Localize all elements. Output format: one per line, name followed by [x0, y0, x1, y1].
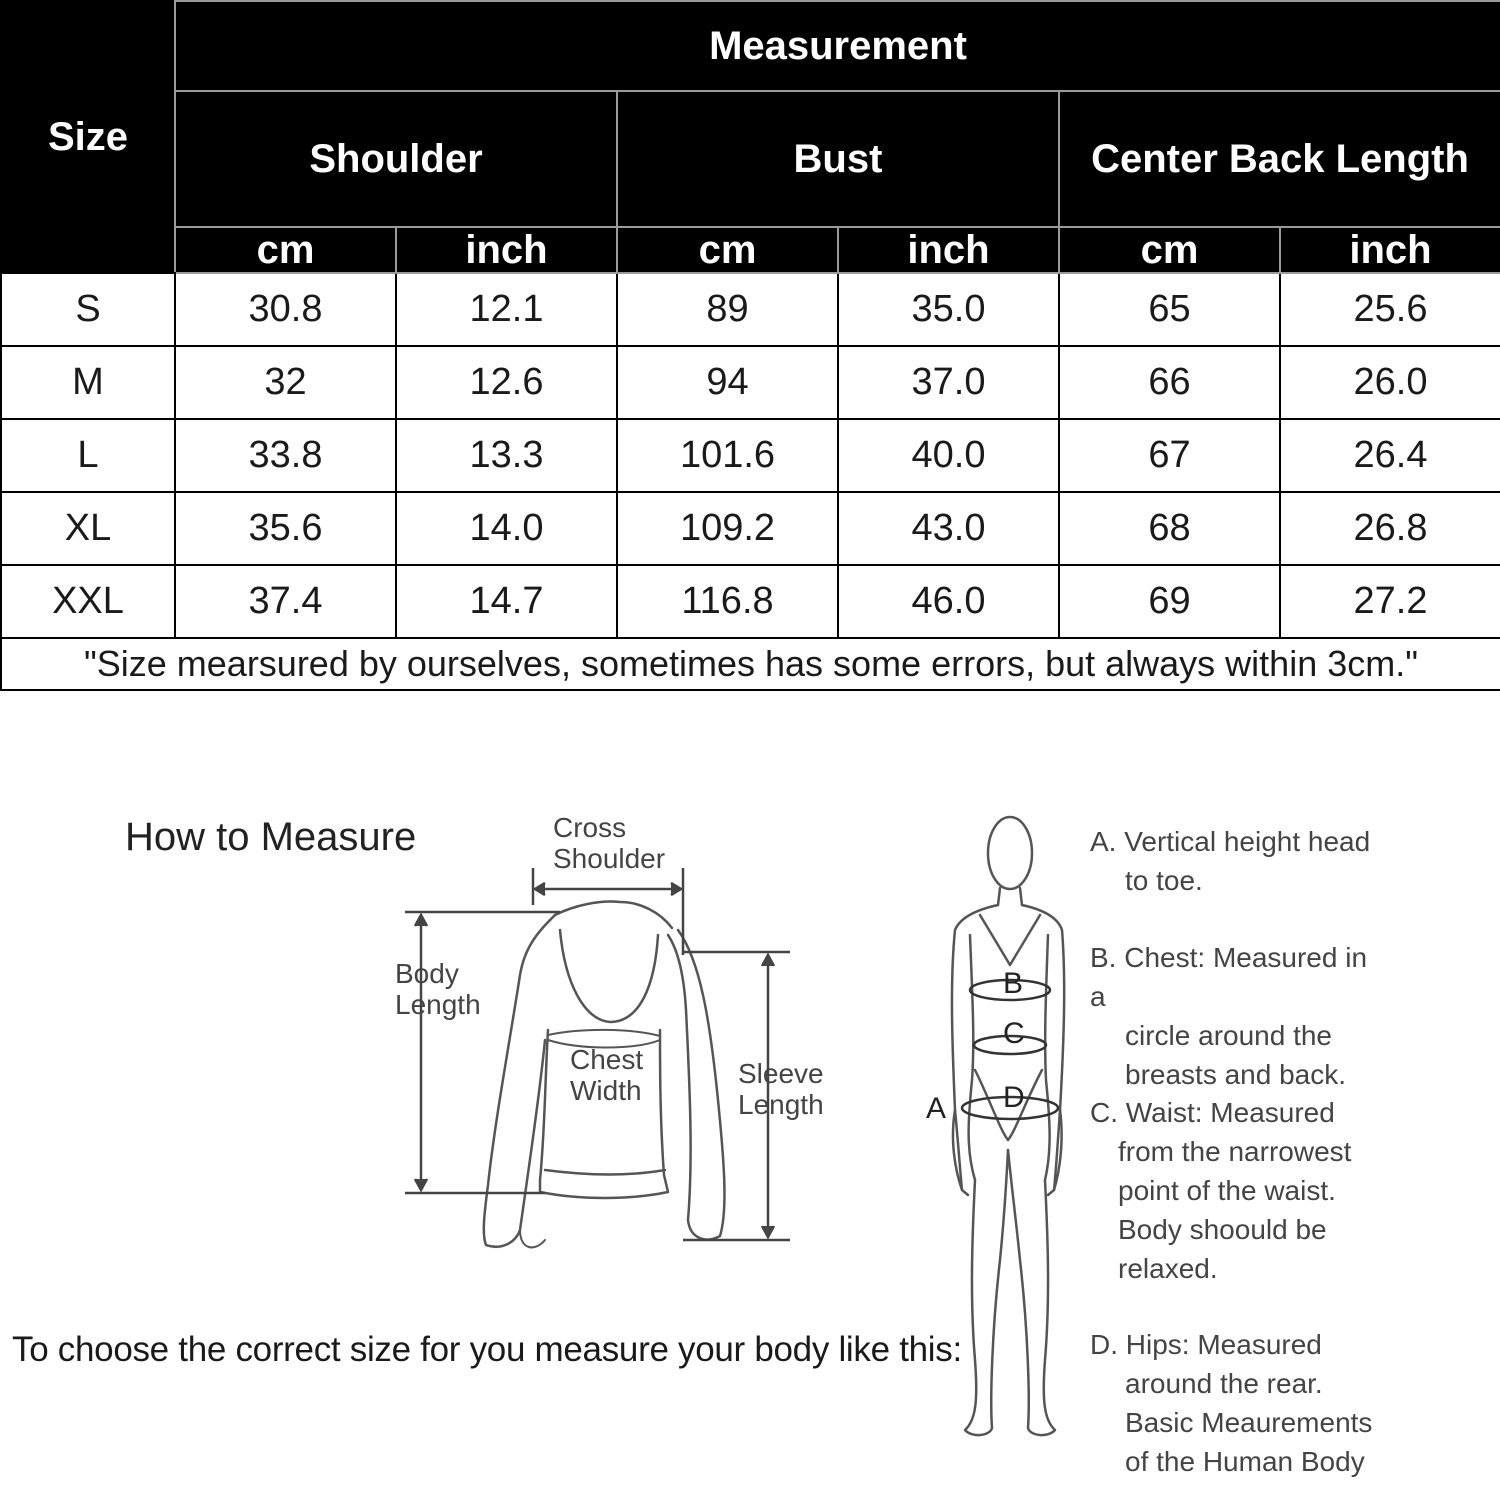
table-cell: 37.0	[838, 346, 1059, 419]
legend-line: Body shoould be	[1118, 1214, 1327, 1245]
legend-line: of the Human Body	[1125, 1446, 1365, 1477]
unit-header: cm	[617, 227, 838, 273]
table-cell: 13.3	[396, 419, 617, 492]
unit-header: cm	[175, 227, 396, 273]
marker-d: D	[1003, 1081, 1025, 1114]
table-cell: 68	[1059, 492, 1280, 565]
table-cell: 35.6	[175, 492, 396, 565]
unit-header: cm	[1059, 227, 1280, 273]
table-cell: 33.8	[175, 419, 396, 492]
legend-line: relaxed.	[1118, 1253, 1218, 1284]
table-cell: 25.6	[1280, 273, 1500, 346]
table-cell: 12.1	[396, 273, 617, 346]
legend-a	[1090, 822, 1390, 900]
table-cell: 35.0	[838, 273, 1059, 346]
table-cell: 14.0	[396, 492, 617, 565]
legend-d	[1090, 1325, 1390, 1481]
legend-line: A. Vertical height head	[1090, 826, 1371, 857]
table-cell: 89	[617, 273, 838, 346]
table-cell: 67	[1059, 419, 1280, 492]
legend-line: from the narrowest	[1118, 1136, 1352, 1167]
size-table	[0, 0, 1500, 691]
head-outline	[988, 817, 1032, 889]
table-row	[1, 492, 1500, 565]
table-cell: 12.6	[396, 346, 617, 419]
instruction-text: To choose the correct size for you measure your body like this:	[12, 1330, 962, 1369]
table-cell: 116.8	[617, 565, 838, 638]
marker-c: C	[1003, 1017, 1025, 1050]
table-cell: 37.4	[175, 565, 396, 638]
legend-line: C. Waist: Measured	[1090, 1097, 1335, 1128]
table-cell: 69	[1059, 565, 1280, 638]
legend-line: circle around the	[1125, 1020, 1333, 1051]
table-row	[1, 419, 1500, 492]
label-line: Shoulder	[553, 843, 666, 874]
size-note: "Size mearsured by ourselves, sometimes has some errors, but always within 3cm."	[1, 638, 1500, 690]
bust-header: Bust	[617, 91, 1059, 227]
shoulder-header: Shoulder	[175, 91, 617, 227]
legend-line: to toe.	[1125, 865, 1203, 896]
unit-header: inch	[838, 227, 1059, 273]
table-cell: 101.6	[617, 419, 838, 492]
legend-b	[1090, 938, 1390, 1094]
table-cell: 14.7	[396, 565, 617, 638]
sleeve-length-label	[738, 1058, 824, 1120]
legend-line: D. Hips: Measured	[1090, 1329, 1322, 1360]
body-length-label	[395, 958, 481, 1020]
table-row	[1, 565, 1500, 638]
cross-shoulder-label	[553, 812, 665, 874]
table-cell: 66	[1059, 346, 1280, 419]
marker-a: A	[926, 1092, 947, 1125]
label-line: Sleeve	[738, 1058, 824, 1089]
label-line: Body	[395, 958, 459, 989]
table-cell: 40.0	[838, 419, 1059, 492]
unit-header: inch	[396, 227, 617, 273]
chest-width-label	[570, 1044, 643, 1106]
label-line: Chest	[570, 1044, 644, 1075]
label-line: Cross	[553, 812, 627, 843]
measurement-header: Measurement	[175, 1, 1500, 91]
size-header: Size	[1, 1, 175, 273]
table-cell: 43.0	[838, 492, 1059, 565]
table-cell: 26.8	[1280, 492, 1500, 565]
table-cell: 46.0	[838, 565, 1059, 638]
table-cell: 26.0	[1280, 346, 1500, 419]
label-line: Length	[395, 989, 481, 1020]
label-line: Length	[738, 1089, 824, 1120]
size-cell: XXL	[1, 565, 175, 638]
how-to-measure-title: How to Measure	[125, 815, 417, 859]
size-cell: XL	[1, 492, 175, 565]
legend-c	[1090, 1093, 1390, 1288]
table-cell: 30.8	[175, 273, 396, 346]
size-cell: L	[1, 419, 175, 492]
note-row	[1, 638, 1500, 690]
legend-line: B. Chest: Measured in a	[1090, 942, 1368, 1012]
legend-line: around the rear.	[1125, 1368, 1323, 1399]
label-line: Width	[570, 1075, 642, 1106]
table-cell: 94	[617, 346, 838, 419]
garment-outline	[484, 915, 555, 1247]
table-row	[1, 346, 1500, 419]
table-cell: 65	[1059, 273, 1280, 346]
table-cell: 27.2	[1280, 565, 1500, 638]
table-row	[1, 273, 1500, 346]
unit-header: inch	[1280, 227, 1500, 273]
size-cell: M	[1, 346, 175, 419]
table-cell: 109.2	[617, 492, 838, 565]
legend-line: point of the waist.	[1118, 1175, 1336, 1206]
table-cell: 32	[175, 346, 396, 419]
legend-line: Basic Meaurements	[1125, 1407, 1373, 1438]
size-cell: S	[1, 273, 175, 346]
table-cell: 26.4	[1280, 419, 1500, 492]
marker-b: B	[1003, 967, 1024, 1000]
center-back-length-header: Center Back Length	[1059, 91, 1500, 227]
legend-line: breasts and back.	[1125, 1059, 1347, 1090]
